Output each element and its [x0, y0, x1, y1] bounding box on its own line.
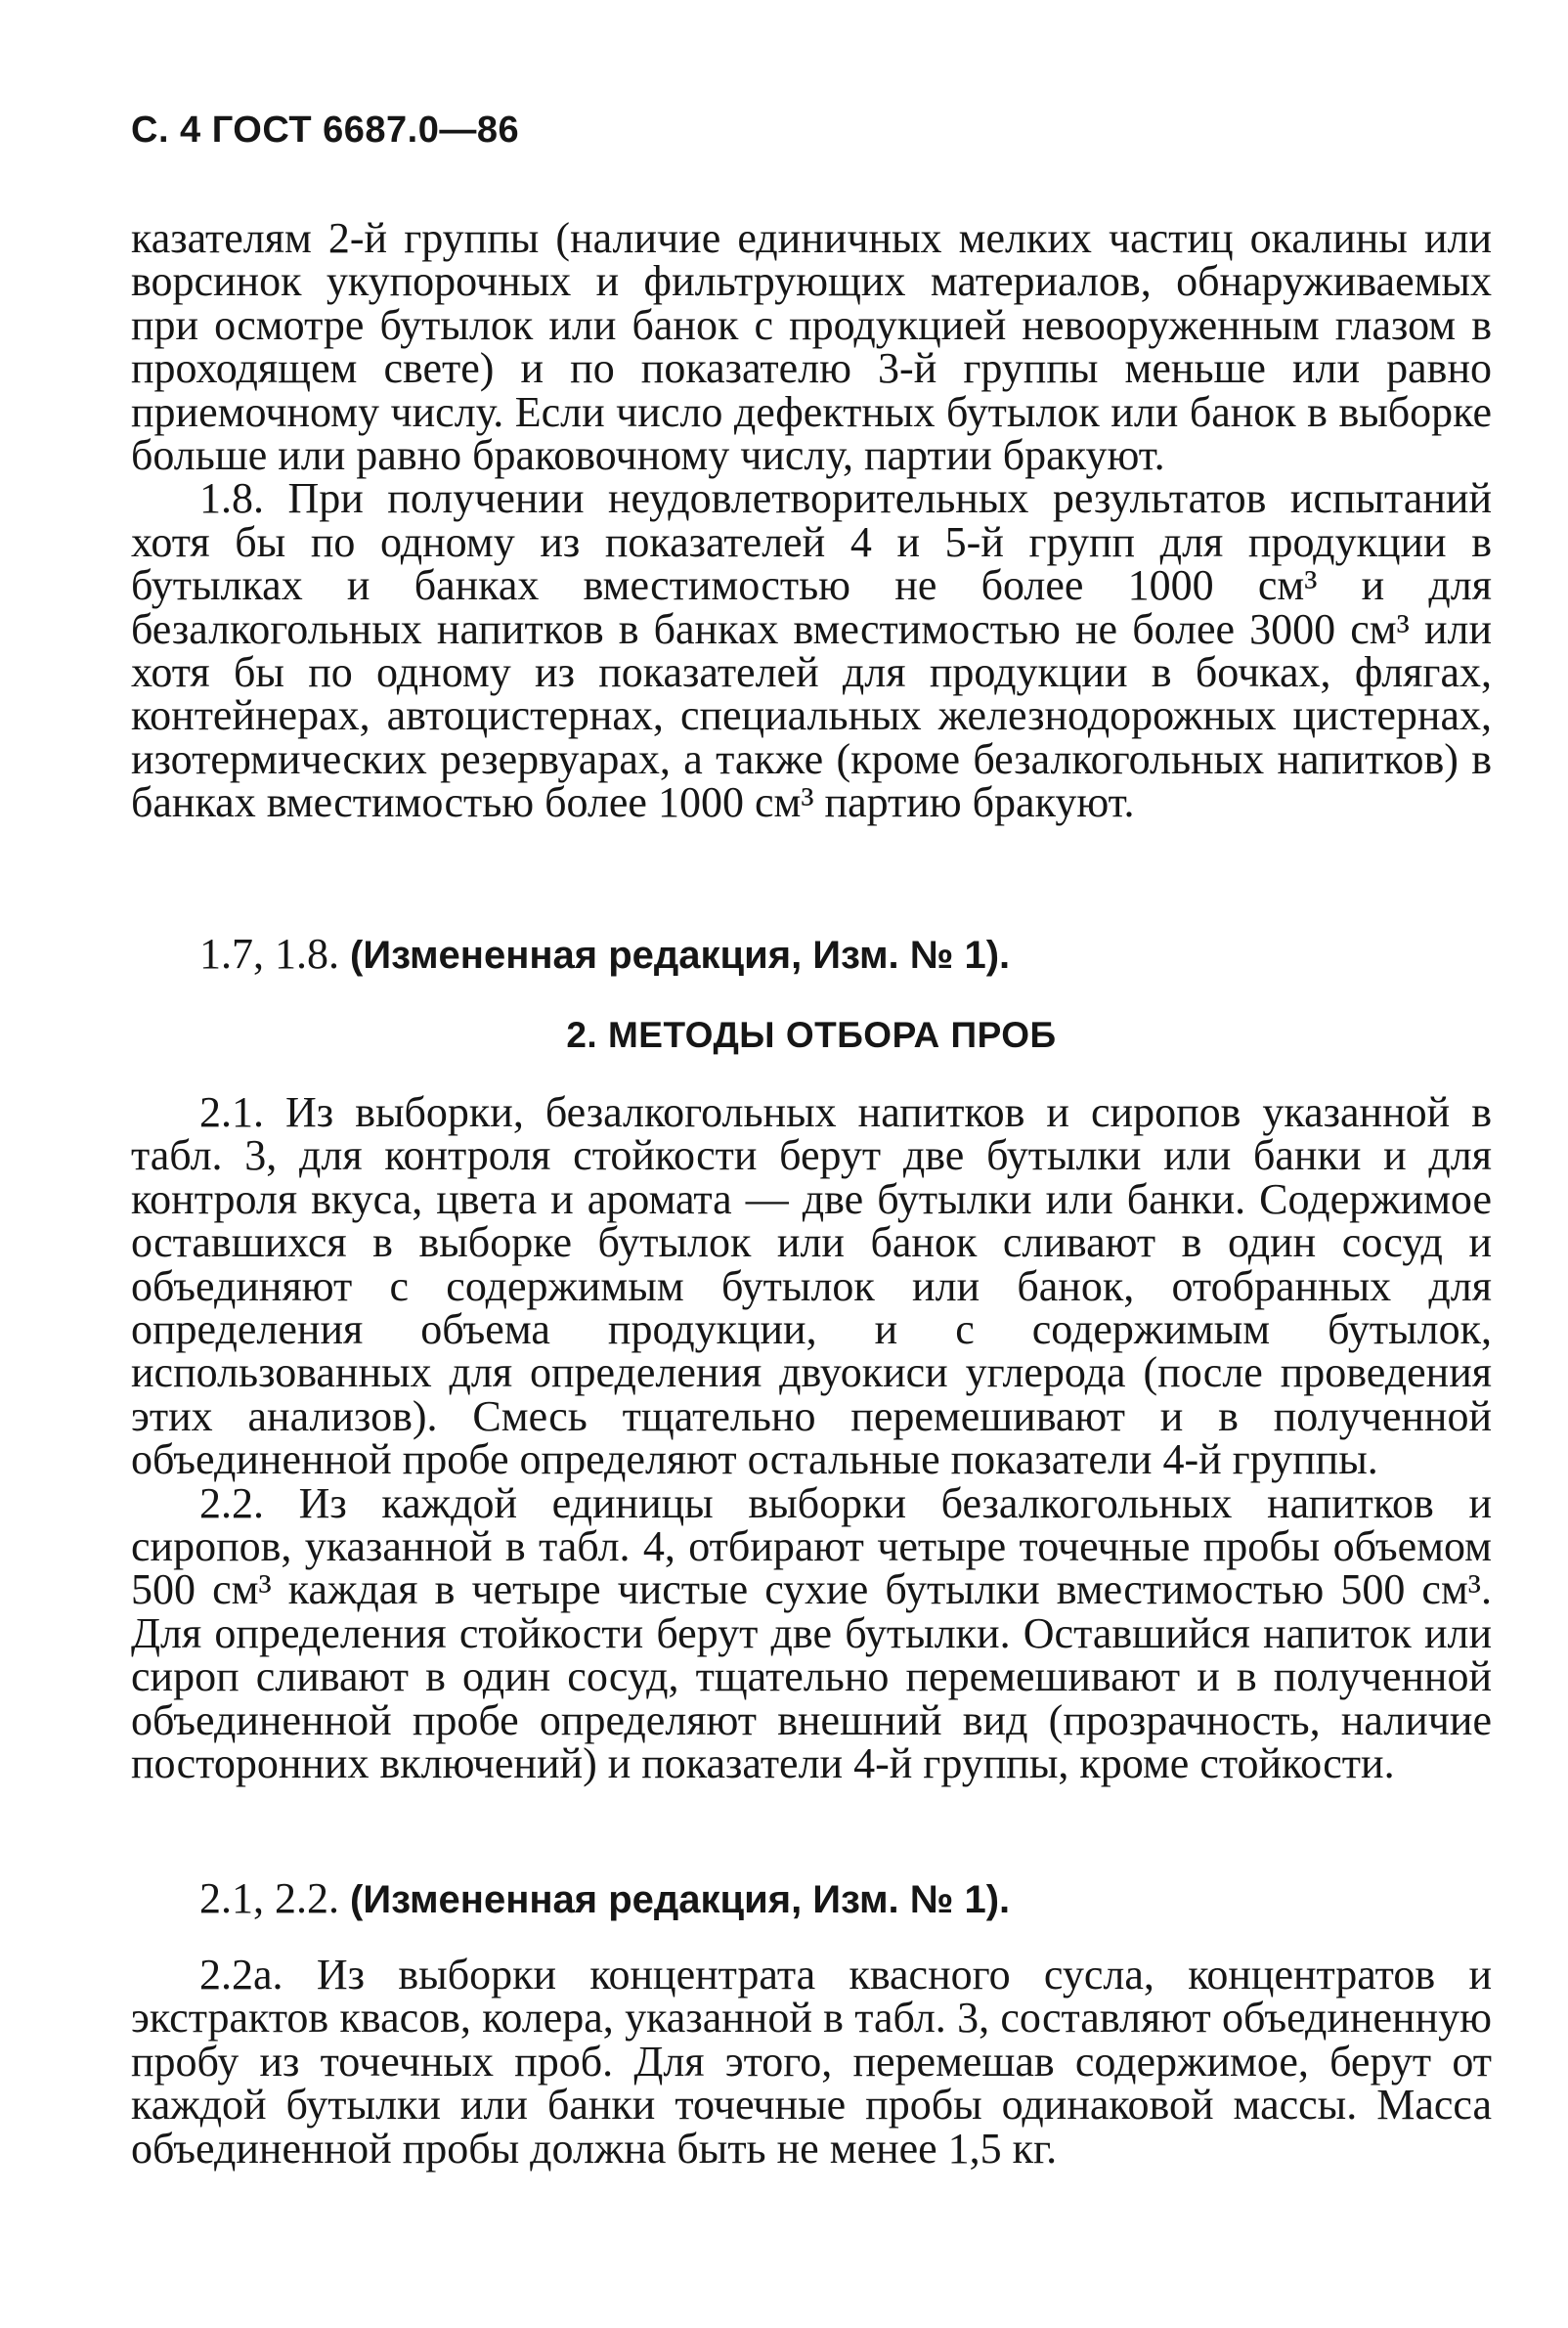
text-block-2: [131, 1088, 1492, 1788]
paragraph-2-2a: 2.2а. Из выборки концентрата квасного сусла, концентратов и экстрактов квасов, колера, указанной в табл. 3, составляют объединенную пробу из точечных проб. Для этого, перемешав содержимое, берут от каждой бутылки или банки точечные пробы одинаковой массы. Масса объединенной пробы должна быть не менее 1,5 кг.: [131, 1951, 1492, 2173]
amendment-note-1-text: (Измененная редакция, Изм. № 1).: [350, 934, 1011, 977]
amendment-note-1: [199, 931, 1010, 979]
amendment-note-2-prefix: 2.1, 2.2.: [199, 1874, 350, 1922]
page-header: С. 4 ГОСТ 6687.0—86: [131, 110, 520, 151]
text-block-1: [131, 214, 1492, 827]
amendment-note-2-text: (Измененная редакция, Изм. № 1).: [350, 1878, 1011, 1921]
paragraph-1-8: 1.8. При получении неудовлетворительных результатов испытаний хотя бы по одному из показателей 4 и 5-й групп для продукции в бутылках и банках вместимостью не более 1000 см³ и для безалкогольных напитков в банках вместимостью не более 3000 см³ или хотя бы по одному из показателей для продукции в бочках, флягах, контейнерах, автоцистернах, специальных железнодорожных цистернах, изотермических резервуарах, а также (кроме безалкогольных напитков) в банках вместимостью более 1000 см³ партию бракуют.: [131, 474, 1492, 827]
section-title: 2. МЕТОДЫ ОТБОРА ПРОБ: [566, 1015, 1057, 1055]
paragraph-2-2: 2.2. Из каждой единицы выборки безалкогольных напитков и сиропов, указанной в табл. 4, отбирают четыре точечные пробы объемом 500 см³ каждая в четыре чистые сухие бутылки вместимостью 500 см³. Для определения стойкости берут две бутылки. Оставшийся напиток или сироп сливают в один сосуд, тщательно перемешивают и в полученной объединенной пробе определяют внешний вид (прозрачность, наличие посторонних включений) и показатели 4-й группы, кроме стойкости.: [131, 1478, 1492, 1788]
text-block-3: [131, 1951, 1492, 2173]
amendment-note-1-prefix: 1.7, 1.8.: [199, 930, 350, 978]
paragraph-2-1: 2.1. Из выборки, безалкогольных напитков и сиропов указанной в табл. 3, для контроля стойкости берут две бутылки или банки и для контроля вкуса, цвета и аромата — две бутылки или банки. Содержимое оставшихся в выборке бутылок или банок сливают в один сосуд и объединяют с содержимым бутылок или банок, отобранных для определения объема продукции, и с содержимым бутылок, использованных для определения двуокиси углерода (после проведения этих анализов). Смесь тщательно перемешивают и в полученной объединенной пробе определяют остальные показатели 4-й группы.: [131, 1088, 1492, 1484]
amendment-note-2: [199, 1875, 1010, 1923]
paragraph-1-7-continuation: казателям 2-й группы (наличие единичных мелких частиц окалины или ворсинок укупорочных и фильтрующих материалов, обнаруживаемых при осмотре бутылок или банок с продукцией невооруженным глазом в проходящем свете) и по показателю 3-й группы меньше или равно приемочному числу. Если число дефектных бутылок или банок в выборке больше или равно браковочному числу, партии бракуют.: [131, 214, 1492, 480]
